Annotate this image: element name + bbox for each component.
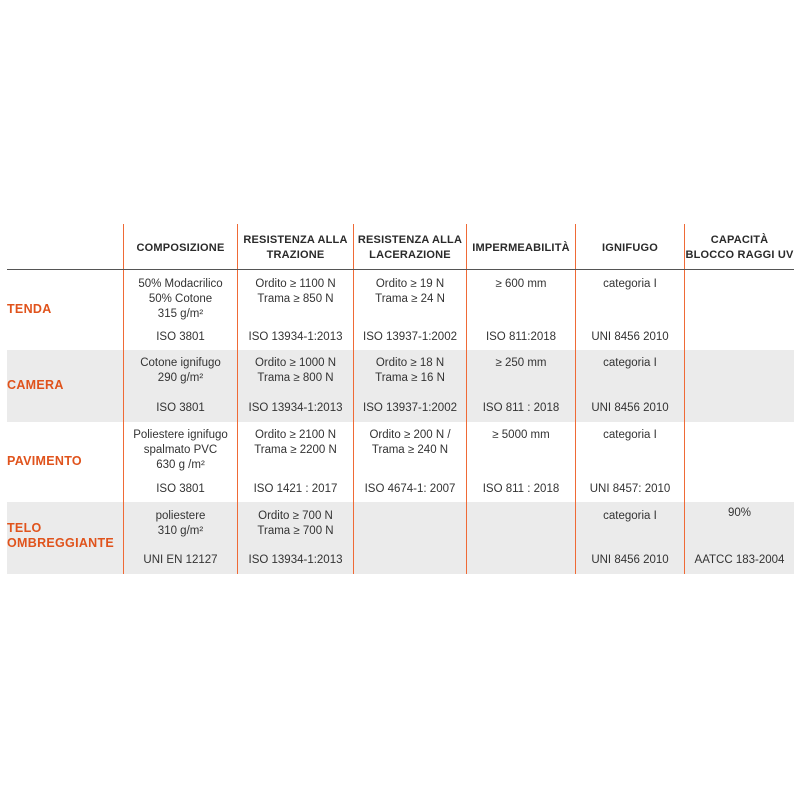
cell-uv: 90% AATCC 183-2004 <box>694 507 785 566</box>
column-divider <box>123 270 124 350</box>
cell-ignifugo: categoria I UNI 8456 2010 <box>591 278 669 343</box>
cell-uv <box>685 350 794 422</box>
row-label: TENDA <box>7 302 52 316</box>
column-divider <box>237 224 238 269</box>
cell-trazione: Ordito ≥ 1100 N Trama ≥ 850 N ISO 13934-1:2013 <box>248 278 343 343</box>
cell-trazione: Ordito ≥ 1000 N Trama ≥ 800 N ISO 13934-1:2013 <box>248 357 343 414</box>
row-label: TELO OMBREGGIANTE <box>7 521 115 550</box>
header-ignifugo: IGNIFUGO <box>602 242 658 254</box>
cell-impermeabilita <box>467 502 575 574</box>
column-divider <box>237 502 238 574</box>
cell-lacerazione: Ordito ≥ 200 N / Trama ≥ 240 N ISO 4674-1: 2007 <box>364 429 456 495</box>
table-row-camera <box>7 350 794 422</box>
column-divider <box>575 422 576 502</box>
spec-table <box>7 224 794 574</box>
row-label: PAVIMENTO <box>7 454 82 468</box>
cell-composizione: poliestere 310 g/m² UNI EN 12127 <box>143 510 218 566</box>
column-divider <box>466 270 467 350</box>
table-row-pavimento <box>7 422 794 502</box>
cell-composizione: Poliestere ignifugo spalmato PVC 630 g /m² ISO 3801 <box>133 429 228 495</box>
column-divider <box>575 350 576 422</box>
column-divider <box>123 422 124 502</box>
column-divider <box>123 224 124 269</box>
column-divider <box>684 502 685 574</box>
column-divider <box>353 224 354 269</box>
table-row-tenda <box>7 270 794 350</box>
column-divider <box>575 224 576 269</box>
cell-composizione: Cotone ignifugo 290 g/m² ISO 3801 <box>140 357 221 414</box>
cell-impermeabilita: ≥ 5000 mm ISO 811 : 2018 <box>482 429 560 495</box>
table-row-telo-ombreggiante <box>7 502 794 574</box>
column-divider <box>575 270 576 350</box>
column-divider <box>684 270 685 350</box>
cell-uv <box>685 422 794 502</box>
cell-lacerazione <box>354 502 466 574</box>
column-divider <box>237 422 238 502</box>
column-divider <box>353 422 354 502</box>
column-divider <box>466 502 467 574</box>
cell-trazione: Ordito ≥ 700 N Trama ≥ 700 N ISO 13934-1:2013 <box>248 510 343 566</box>
cell-uv <box>685 270 794 350</box>
cell-composizione: 50% Modacrilico 50% Cotone 315 g/m² ISO 3801 <box>138 278 223 343</box>
cell-trazione: Ordito ≥ 2100 N Trama ≥ 2200 N ISO 1421 : 2017 <box>253 429 338 495</box>
row-label: CAMERA <box>7 378 64 392</box>
column-divider <box>237 270 238 350</box>
column-divider <box>684 350 685 422</box>
column-divider <box>353 270 354 350</box>
table-header-row <box>7 224 794 270</box>
header-impermeabilita: IMPERMEABILITÀ <box>472 242 570 254</box>
cell-impermeabilita: ≥ 600 mm ISO 811:2018 <box>485 278 557 343</box>
header-composizione: COMPOSIZIONE <box>136 242 225 254</box>
cell-lacerazione: Ordito ≥ 19 N Trama ≥ 24 N ISO 13937-1:2002 <box>363 278 457 343</box>
cell-lacerazione: Ordito ≥ 18 N Trama ≥ 16 N ISO 13937-1:2002 <box>363 357 457 414</box>
column-divider <box>123 502 124 574</box>
cell-ignifugo: categoria I UNI 8456 2010 <box>591 510 669 566</box>
column-divider <box>237 350 238 422</box>
cell-impermeabilita: ≥ 250 mm ISO 811 : 2018 <box>482 357 560 414</box>
column-divider <box>466 350 467 422</box>
column-divider <box>684 224 685 269</box>
cell-ignifugo: categoria I UNI 8457: 2010 <box>589 429 671 495</box>
column-divider <box>575 502 576 574</box>
column-divider <box>684 422 685 502</box>
column-divider <box>353 350 354 422</box>
column-divider <box>466 422 467 502</box>
header-trazione: RESISTENZA ALLA TRAZIONE <box>243 234 348 261</box>
header-lacerazione: RESISTENZA ALLA LACERAZIONE <box>357 234 463 261</box>
header-uv: CAPACITÀ BLOCCO RAGGI UV <box>685 234 794 261</box>
column-divider <box>466 224 467 269</box>
cell-ignifugo: categoria I UNI 8456 2010 <box>591 357 669 414</box>
column-divider <box>123 350 124 422</box>
column-divider <box>353 502 354 574</box>
